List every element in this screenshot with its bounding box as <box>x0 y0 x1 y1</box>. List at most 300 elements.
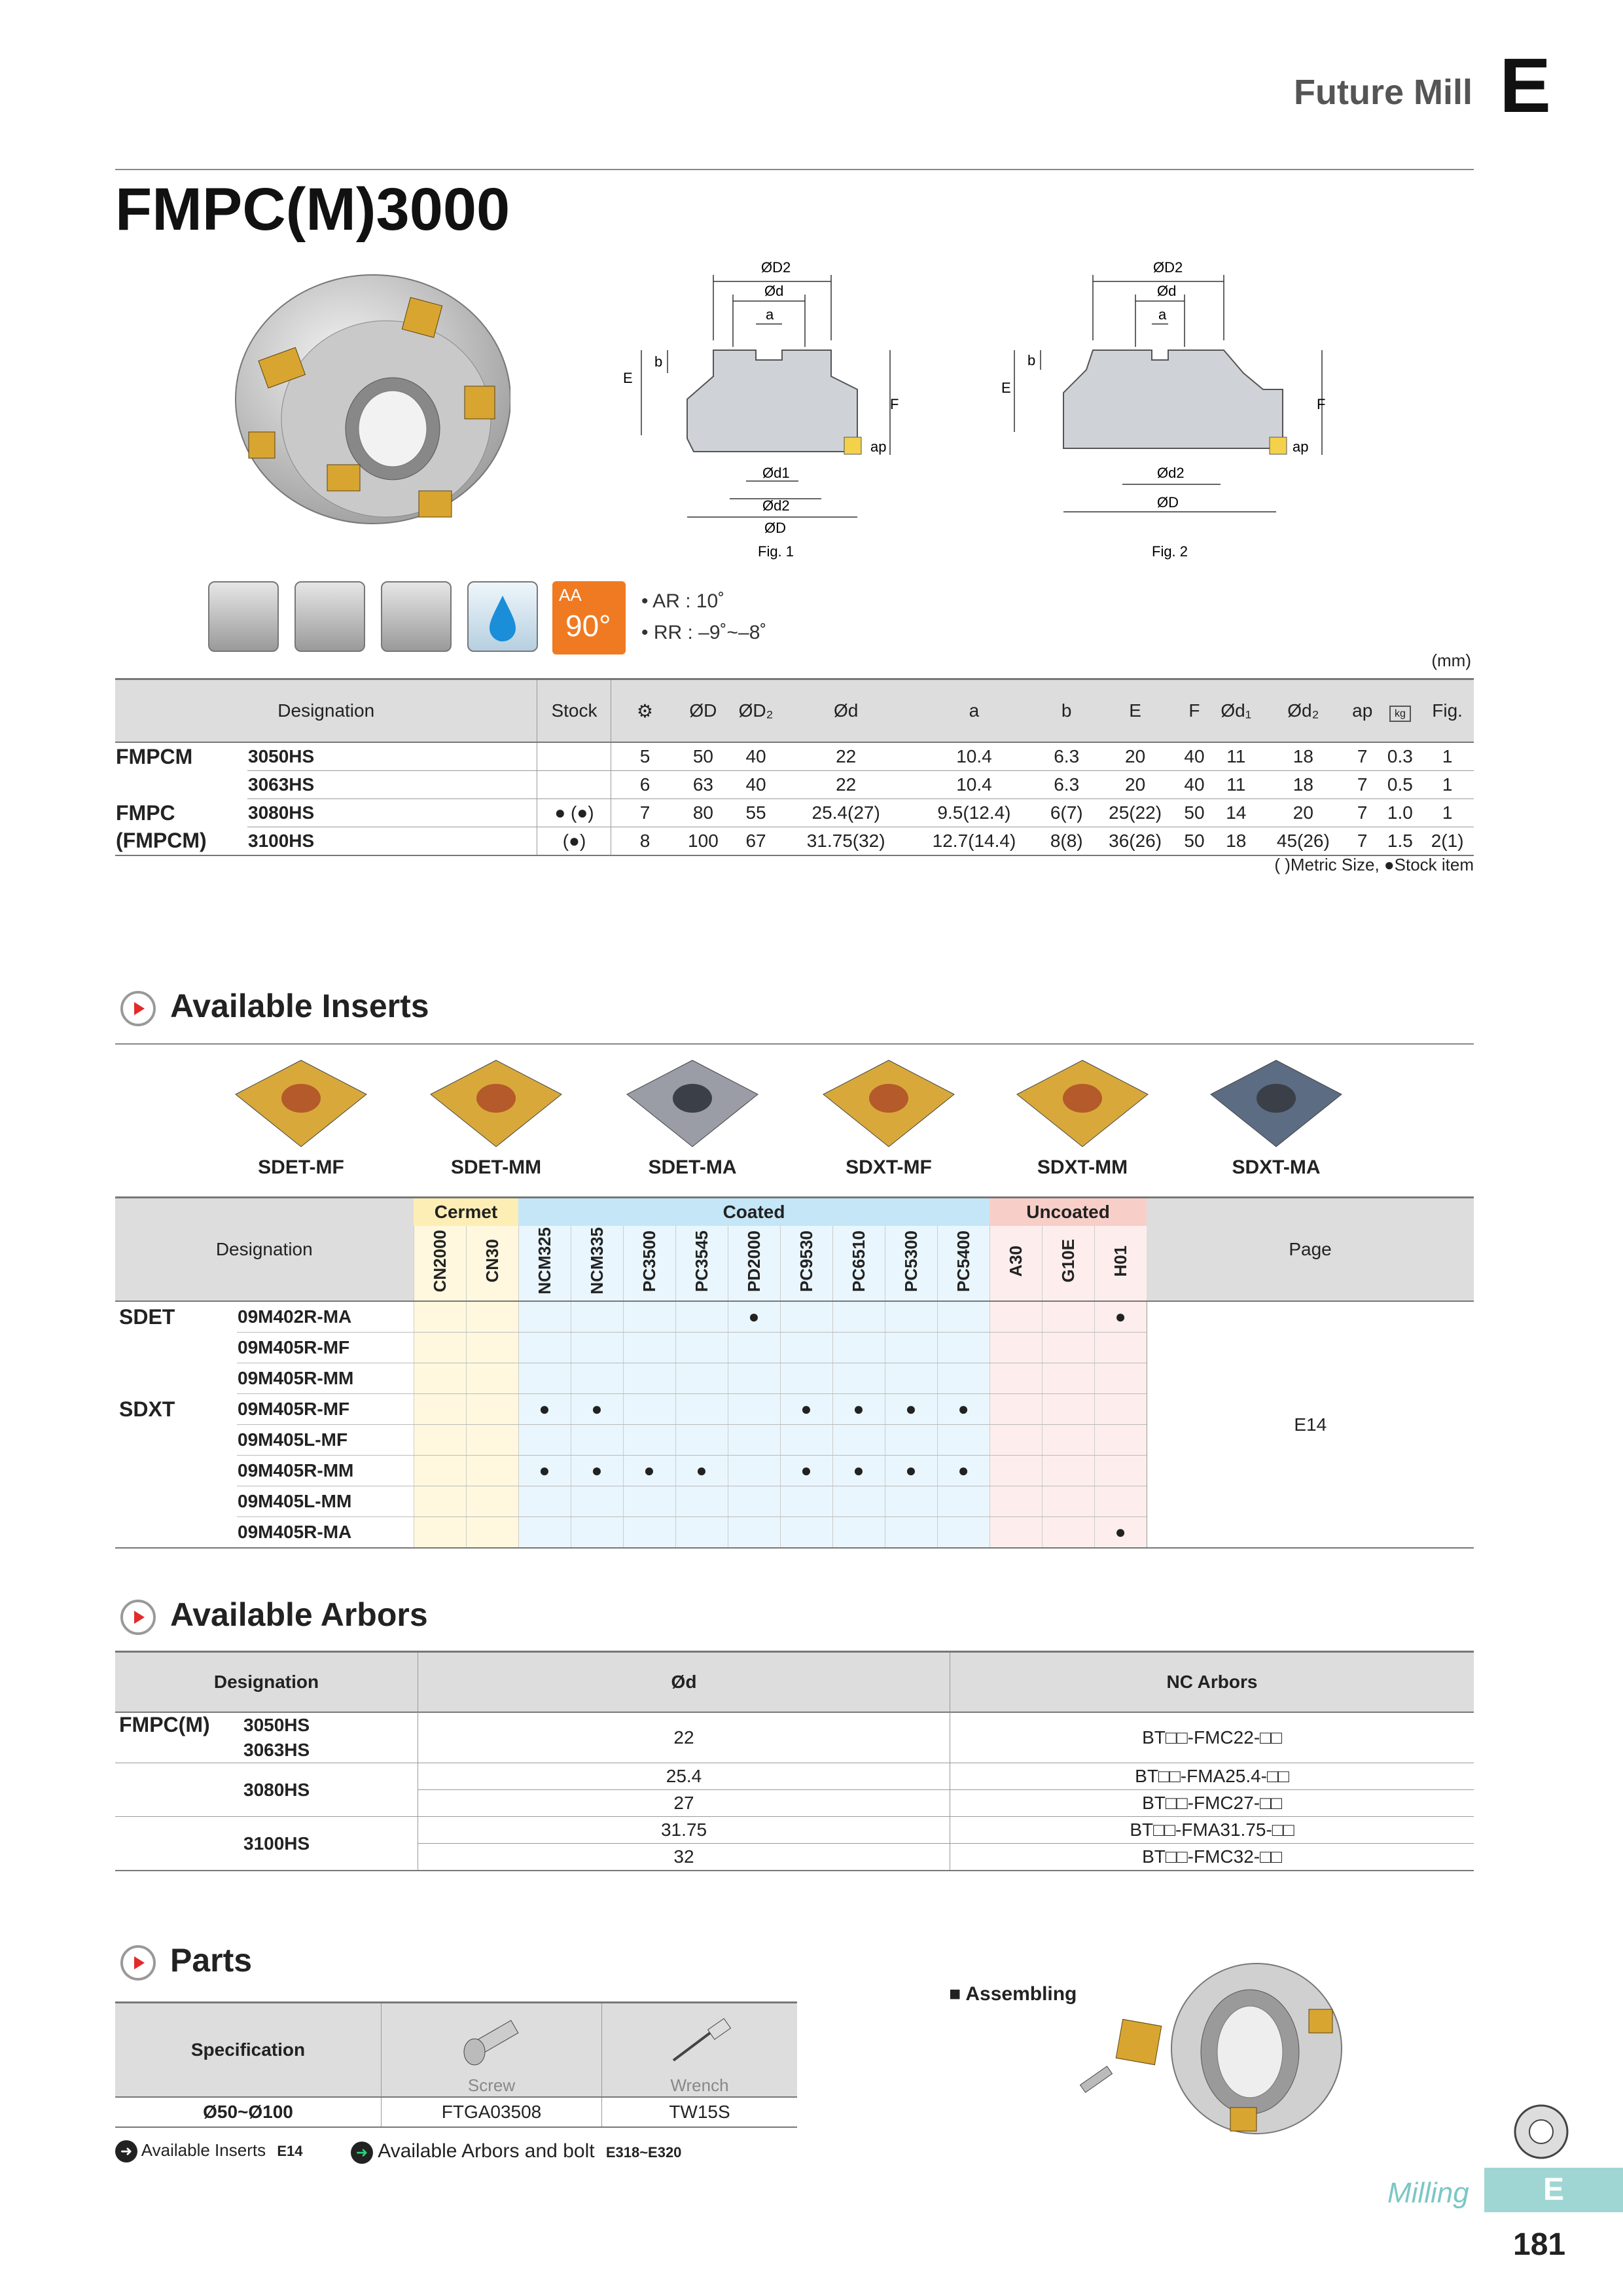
stock-dot: ● <box>623 1456 675 1486</box>
insert-icon <box>997 1055 1168 1153</box>
cell-a: 9.5(12.4) <box>908 799 1041 827</box>
arbors-d: 25.4 <box>418 1763 950 1790</box>
main-table-row <box>115 827 1474 856</box>
grade-name: NCM325 <box>534 1227 554 1295</box>
insert-series: SDET <box>119 1304 175 1329</box>
grade-name: CN2000 <box>429 1229 450 1293</box>
grade-header <box>885 1226 937 1301</box>
insert-icon <box>411 1055 581 1153</box>
col-d1: Ød₁ <box>1211 679 1261 743</box>
stock-dot: ● <box>518 1394 571 1425</box>
col-E: E <box>1093 679 1177 743</box>
footer-link-inserts-label: Available Inserts <box>141 2140 266 2160</box>
fig1-E-label: E <box>623 370 633 386</box>
grade-cell <box>518 1333 571 1363</box>
cell-stock: (●) <box>537 827 611 856</box>
stock-dot: ● <box>518 1456 571 1486</box>
stock-dot: ● <box>885 1394 937 1425</box>
grade-cell <box>990 1333 1042 1363</box>
row-series: FMPC <box>116 800 175 825</box>
grade-cell <box>728 1517 780 1549</box>
insert-code: 09M402R-MA <box>237 1301 414 1333</box>
grade-header <box>728 1226 780 1301</box>
cell-D2: 40 <box>728 771 783 799</box>
arbors-series: FMPC(M) <box>119 1713 210 1736</box>
stock-dot: ● <box>571 1456 623 1486</box>
grade-name: PC5300 <box>901 1230 921 1292</box>
fig1-d1-label: Ød1 <box>762 465 790 481</box>
fig2-D2-label: ØD2 <box>1153 262 1183 276</box>
fig1-d2-label: Ød2 <box>762 497 790 514</box>
approach-angle-badge <box>552 581 626 655</box>
grade-name: NCM335 <box>586 1227 607 1295</box>
grade-header <box>675 1226 728 1301</box>
radial-rake-spec: • RR : –9˚~–8˚ <box>641 622 767 643</box>
grade-cell <box>885 1301 937 1333</box>
grade-cell <box>885 1363 937 1394</box>
grade-header <box>937 1226 990 1301</box>
footer-link-arbors-ref: E318~E320 <box>605 2144 682 2161</box>
grade-header <box>990 1226 1042 1301</box>
col-d2: Ød₂ <box>1261 679 1346 743</box>
cell-b: 6.3 <box>1040 742 1093 771</box>
grade-header <box>466 1226 518 1301</box>
arrow-circle-green-icon: ➜ <box>351 2142 373 2164</box>
stock-dot: ● <box>832 1394 885 1425</box>
arbors-nc: BT□□-FMC32-□□ <box>950 1844 1474 1871</box>
stock-dot: ● <box>780 1394 832 1425</box>
parts-spec-value: Ø50~Ø100 <box>115 2097 382 2127</box>
wrench-icon <box>660 2011 739 2070</box>
grade-cell <box>728 1486 780 1517</box>
stock-dot: ● <box>728 1301 780 1333</box>
insert-code: 09M405R-MF <box>237 1333 414 1363</box>
insert-card <box>1191 1055 1361 1179</box>
fig1-ap-label: ap <box>870 439 887 455</box>
cell-d: 31.75(32) <box>784 827 908 856</box>
grade-cell <box>675 1425 728 1456</box>
insert-code: 09M405R-MM <box>237 1363 414 1394</box>
grade-header <box>623 1226 675 1301</box>
col-D2: ØD₂ <box>728 679 783 743</box>
grade-cell <box>675 1301 728 1333</box>
grade-cell <box>623 1363 675 1394</box>
section-arrow-icon <box>120 1600 156 1635</box>
main-table-row <box>115 771 1474 799</box>
footer-link-inserts[interactable] <box>115 2140 302 2162</box>
cell-a: 10.4 <box>908 742 1041 771</box>
cell-D2: 67 <box>728 827 783 856</box>
grade-cell <box>1042 1394 1094 1425</box>
cell-d: 22 <box>784 771 908 799</box>
grade-cell <box>414 1425 466 1456</box>
grade-name: PD2000 <box>743 1230 764 1292</box>
cell-F: 40 <box>1177 771 1211 799</box>
grade-cell <box>1042 1517 1094 1549</box>
insert-icon <box>216 1055 386 1153</box>
section-letter: E <box>1499 43 1551 129</box>
col-teeth <box>611 679 679 743</box>
grade-cell <box>675 1486 728 1517</box>
arbors-section-title: Available Arbors <box>170 1596 428 1633</box>
stock-dot: ● <box>675 1456 728 1486</box>
grade-cell <box>623 1394 675 1425</box>
arbors-col-nc: NC Arbors <box>950 1652 1474 1713</box>
grade-cell <box>832 1363 885 1394</box>
grade-cell <box>414 1486 466 1517</box>
cell-z: 7 <box>611 799 679 827</box>
grade-cell <box>990 1301 1042 1333</box>
grade-cell <box>1042 1301 1094 1333</box>
arbors-d: 31.75 <box>418 1817 950 1844</box>
grade-header <box>1094 1226 1147 1301</box>
inserts-col-page: Page <box>1147 1198 1474 1302</box>
grade-cell <box>780 1301 832 1333</box>
grade-name: A30 <box>1005 1245 1026 1277</box>
cell-d1: 14 <box>1211 799 1261 827</box>
group-uncoated: Uncoated <box>990 1198 1147 1227</box>
cell-fig: 1 <box>1421 742 1474 771</box>
slotting-icon <box>381 581 452 652</box>
cell-F: 50 <box>1177 827 1211 856</box>
insert-card <box>804 1055 974 1179</box>
arbors-nc: BT□□-FMC27-□□ <box>950 1790 1474 1817</box>
inserts-col-designation: Designation <box>115 1198 414 1302</box>
cell-a: 12.7(14.4) <box>908 827 1041 856</box>
fig1-d-label: Ød <box>764 283 784 299</box>
grade-cell <box>675 1394 728 1425</box>
page-number: 181 <box>1513 2227 1566 2262</box>
grade-cell <box>1094 1456 1147 1486</box>
grade-cell <box>832 1517 885 1549</box>
grade-header <box>571 1226 623 1301</box>
cell-ap: 7 <box>1346 742 1380 771</box>
col-F: F <box>1177 679 1211 743</box>
cell-fig: 1 <box>1421 799 1474 827</box>
cell-D: 63 <box>678 771 728 799</box>
grade-cell <box>937 1301 990 1333</box>
arbors-col-designation: Designation <box>115 1652 418 1713</box>
parts-col-screw <box>382 2003 602 2098</box>
grade-header <box>832 1226 885 1301</box>
grade-cell <box>623 1486 675 1517</box>
grade-cell <box>518 1301 571 1333</box>
page-title: FMPC(M)3000 <box>115 176 510 243</box>
group-cermet: Cermet <box>414 1198 518 1227</box>
cell-E: 36(26) <box>1093 827 1177 856</box>
cell-b: 6.3 <box>1040 771 1093 799</box>
cell-b: 6(7) <box>1040 799 1093 827</box>
grade-cell <box>990 1486 1042 1517</box>
axial-rake-spec: • AR : 10˚ <box>641 590 725 612</box>
main-table-row <box>115 799 1474 827</box>
grade-cell <box>518 1486 571 1517</box>
stock-dot: ● <box>1094 1517 1147 1549</box>
fig2-d-label: Ød <box>1157 283 1177 299</box>
grade-cell <box>1094 1333 1147 1363</box>
arbors-nc: BT□□-FMC22-□□ <box>950 1712 1474 1763</box>
section-title: Future Mill <box>1294 73 1472 112</box>
insert-card <box>411 1055 581 1179</box>
col-weight <box>1380 679 1421 743</box>
cell-z: 5 <box>611 742 679 771</box>
col-designation: Designation <box>115 679 537 743</box>
grade-cell <box>466 1363 518 1394</box>
grade-cell <box>832 1333 885 1363</box>
grade-cell <box>466 1333 518 1363</box>
grade-cell <box>466 1486 518 1517</box>
grade-cell <box>1094 1394 1147 1425</box>
stock-dot: ● <box>832 1456 885 1486</box>
grade-cell <box>414 1333 466 1363</box>
fig2-F-label: F <box>1317 396 1326 412</box>
arbors-d: 32 <box>418 1844 950 1871</box>
cell-b: 8(8) <box>1040 827 1093 856</box>
cell-D: 100 <box>678 827 728 856</box>
insert-code: 09M405R-MM <box>237 1456 414 1486</box>
figure-2-drawing <box>1001 262 1355 563</box>
grade-cell <box>623 1333 675 1363</box>
grade-cell <box>466 1425 518 1456</box>
wrench-label: Wrench <box>670 2075 729 2095</box>
stock-dot: ● <box>937 1456 990 1486</box>
grade-cell <box>571 1333 623 1363</box>
insert-card <box>607 1055 777 1179</box>
cell-d1: 18 <box>1211 827 1261 856</box>
arbors-code: 3063HS <box>243 1740 310 1760</box>
arrow-circle-icon: ➜ <box>115 2140 137 2162</box>
shoulder-milling-icon <box>294 581 365 652</box>
fig2-ap-label: ap <box>1293 439 1309 455</box>
grade-cell <box>780 1363 832 1394</box>
grade-name: PC9530 <box>796 1230 816 1292</box>
grade-cell <box>990 1456 1042 1486</box>
grade-cell <box>832 1301 885 1333</box>
screw-icon <box>452 2011 531 2070</box>
grade-cell <box>675 1517 728 1549</box>
grade-cell <box>518 1425 571 1456</box>
col-ap: ap <box>1346 679 1380 743</box>
grade-cell <box>571 1301 623 1333</box>
grade-cell <box>990 1517 1042 1549</box>
grade-cell <box>466 1456 518 1486</box>
grade-cell <box>623 1301 675 1333</box>
arbors-table <box>115 1651 1474 1871</box>
col-fig: Fig. <box>1421 679 1474 743</box>
cell-kg: 1.0 <box>1380 799 1421 827</box>
insert-row <box>115 1301 1474 1333</box>
insert-name: SDXT-MM <box>1037 1157 1128 1178</box>
insert-series <box>115 1486 237 1517</box>
grade-name: G10E <box>1058 1239 1078 1283</box>
grade-name: H01 <box>1110 1245 1130 1277</box>
main-table-row <box>115 742 1474 771</box>
parts-col-wrench <box>602 2003 798 2098</box>
row-code: 3050HS <box>247 742 537 771</box>
insert-series: SDXT <box>119 1397 175 1421</box>
grade-cell <box>832 1425 885 1456</box>
insert-name: SDXT-MA <box>1232 1157 1321 1178</box>
teeth-count-icon: ⚙ <box>636 700 654 721</box>
grade-cell <box>728 1333 780 1363</box>
cell-stock: ● (●) <box>537 799 611 827</box>
category-label: Milling <box>1387 2177 1469 2209</box>
col-D: ØD <box>678 679 728 743</box>
footer-link-inserts-ref: E14 <box>277 2143 303 2159</box>
insert-icon <box>607 1055 777 1153</box>
fig1-a-label: a <box>766 306 774 323</box>
grade-header <box>1042 1226 1094 1301</box>
insert-code: 09M405R-MA <box>237 1517 414 1549</box>
grade-cell <box>937 1486 990 1517</box>
grade-cell <box>414 1363 466 1394</box>
grade-name: PC3545 <box>691 1230 711 1292</box>
grade-name: PC5400 <box>953 1230 973 1292</box>
cell-z: 6 <box>611 771 679 799</box>
row-code: 3100HS <box>247 827 537 856</box>
insert-page-ref: E14 <box>1147 1301 1474 1548</box>
parts-table <box>115 2001 797 2128</box>
grade-cell <box>937 1363 990 1394</box>
grade-cell <box>885 1333 937 1363</box>
insert-icon <box>804 1055 974 1153</box>
grade-cell <box>466 1394 518 1425</box>
footer-link-arbors[interactable] <box>351 2140 681 2164</box>
approach-angle-value: 90° <box>565 609 611 643</box>
col-d: Ød <box>784 679 908 743</box>
grade-cell <box>1094 1363 1147 1394</box>
row-code: 3063HS <box>247 771 537 799</box>
grade-cell <box>832 1486 885 1517</box>
insert-series <box>115 1363 237 1394</box>
fig1-D-label: ØD <box>764 520 786 536</box>
insert-card <box>997 1055 1168 1179</box>
parts-section-title: Parts <box>170 1942 253 1979</box>
main-spec-table <box>115 678 1474 856</box>
arbors-d: 22 <box>418 1712 950 1763</box>
coolant-drop-icon <box>467 581 538 652</box>
unit-label: (mm) <box>1431 651 1471 670</box>
bullet-square-icon: ■ <box>949 1983 966 2005</box>
grade-cell <box>1042 1333 1094 1363</box>
grade-name: PC3500 <box>639 1230 659 1292</box>
grade-cell <box>518 1363 571 1394</box>
grade-header <box>414 1226 466 1301</box>
cell-fig: 2(1) <box>1421 827 1474 856</box>
insert-icon <box>1191 1055 1361 1153</box>
insert-name: SDET-MA <box>648 1157 737 1178</box>
row-series: (FMPCM) <box>115 827 247 856</box>
grade-cell <box>937 1517 990 1549</box>
cell-D: 80 <box>678 799 728 827</box>
parts-screw-value: FTGA03508 <box>382 2097 602 2127</box>
group-coated: Coated <box>518 1198 990 1227</box>
grade-cell <box>728 1425 780 1456</box>
grade-cell <box>1042 1425 1094 1456</box>
grade-cell <box>1042 1363 1094 1394</box>
insert-name: SDET-MF <box>258 1157 344 1178</box>
cell-stock <box>537 771 611 799</box>
inserts-section-title: Available Inserts <box>170 988 429 1024</box>
grade-cell <box>1042 1456 1094 1486</box>
cell-D2: 55 <box>728 799 783 827</box>
cell-kg: 0.3 <box>1380 742 1421 771</box>
grade-cell <box>1042 1486 1094 1517</box>
parts-col-spec: Specification <box>115 2003 382 2098</box>
row-series: FMPCM <box>116 744 193 768</box>
cell-D2: 40 <box>728 742 783 771</box>
cell-d1: 11 <box>1211 742 1261 771</box>
col-stock: Stock <box>537 679 611 743</box>
insert-series <box>115 1333 237 1363</box>
grade-cell <box>885 1486 937 1517</box>
arbors-code: 3100HS <box>115 1817 418 1871</box>
cell-kg: 0.5 <box>1380 771 1421 799</box>
assembling-label <box>949 1983 1077 2005</box>
header-divider <box>115 169 1474 170</box>
cell-d2: 18 <box>1261 771 1346 799</box>
section-arrow-icon <box>120 1945 156 1981</box>
insert-code: 09M405L-MF <box>237 1425 414 1456</box>
grade-cell <box>780 1425 832 1456</box>
stock-dot: ● <box>885 1456 937 1486</box>
insert-series <box>115 1517 237 1549</box>
fig2-a-label: a <box>1158 306 1167 323</box>
grade-cell <box>571 1425 623 1456</box>
fig1-caption: Fig. 1 <box>758 543 794 560</box>
grade-cell <box>780 1333 832 1363</box>
cell-F: 40 <box>1177 742 1211 771</box>
arbors-codes-1 <box>243 1713 310 1763</box>
grade-cell <box>414 1456 466 1486</box>
parts-wrench-value: TW15S <box>602 2097 798 2127</box>
fig2-E-label: E <box>1001 380 1011 396</box>
arbors-code: 3050HS <box>243 1715 310 1735</box>
grade-cell <box>466 1517 518 1549</box>
grade-cell <box>571 1363 623 1394</box>
grade-cell <box>885 1425 937 1456</box>
insert-series <box>115 1425 237 1456</box>
grade-cell <box>885 1517 937 1549</box>
row-series <box>115 771 247 799</box>
grade-name: CN30 <box>482 1239 502 1283</box>
inserts-table <box>115 1196 1474 1549</box>
cell-z: 8 <box>611 827 679 856</box>
footer-link-arbors-label: Available Arbors and bolt <box>378 2140 595 2162</box>
grade-cell <box>571 1517 623 1549</box>
arbors-nc: BT□□-FMA25.4-□□ <box>950 1763 1474 1790</box>
insert-series <box>115 1456 237 1486</box>
cell-a: 10.4 <box>908 771 1041 799</box>
arbors-code: 3080HS <box>115 1763 418 1817</box>
fig2-D-label: ØD <box>1157 494 1179 511</box>
grade-header <box>518 1226 571 1301</box>
grade-cell <box>623 1517 675 1549</box>
cell-E: 25(22) <box>1093 799 1177 827</box>
grade-cell <box>414 1394 466 1425</box>
grade-cell <box>728 1363 780 1394</box>
cell-ap: 7 <box>1346 799 1380 827</box>
cell-d2: 20 <box>1261 799 1346 827</box>
grade-cell <box>780 1486 832 1517</box>
cell-fig: 1 <box>1421 771 1474 799</box>
insert-card <box>216 1055 386 1179</box>
grade-cell <box>937 1425 990 1456</box>
col-a: a <box>908 679 1041 743</box>
grade-cell <box>675 1333 728 1363</box>
section-arrow-icon <box>120 991 156 1026</box>
grade-cell <box>1094 1425 1147 1456</box>
